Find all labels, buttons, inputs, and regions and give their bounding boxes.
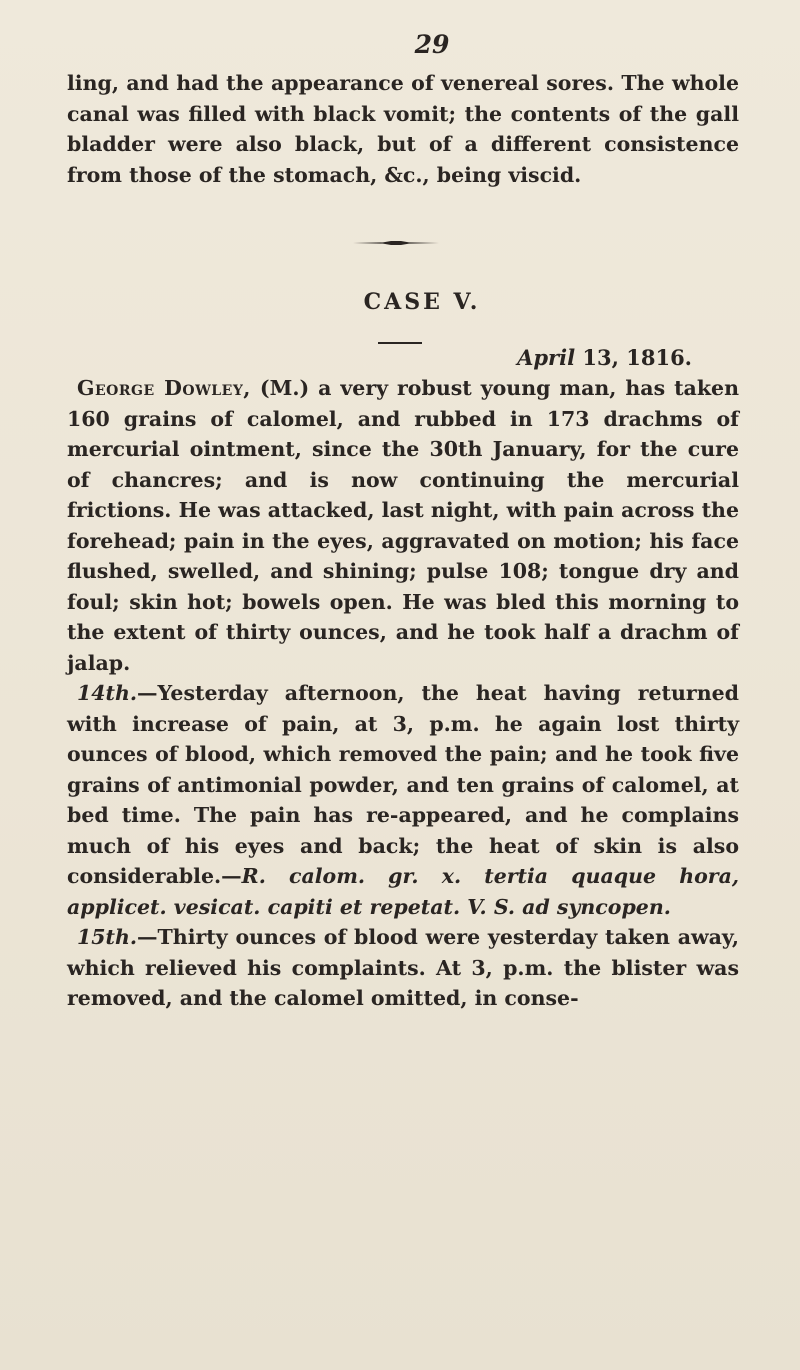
case-date-month: April bbox=[517, 345, 576, 370]
case-body bbox=[67, 373, 739, 1014]
patient-tag: (M.) bbox=[259, 376, 310, 400]
case-paragraph-3 bbox=[67, 922, 739, 1014]
paragraph-3-text: —Thirty ounces of blood were yesterday taken away, which relieved his complaints. At 3, p.m. the blister was removed, and the calomel omitted, in conse- bbox=[67, 925, 739, 1010]
title-rule bbox=[378, 342, 422, 344]
paragraph-3-day: 15th. bbox=[77, 925, 138, 949]
paragraph-2-prescription: R. calom. gr. x. tertia quaque hora, applicet. vesicat. capiti et repetat. V. S. ad syncopen. bbox=[67, 864, 739, 919]
case-date bbox=[517, 345, 692, 370]
paragraph-2-text: —Yesterday afternoon, the heat having returned with increase of pain, at 3, p.m. he again lost thirty ounces of blood, which removed the pain; and he took five grains of antimonial powder, and ten grains of calomel, at bed time. The pain has re-appeared, and he complains much of his eyes and back; the heat of skin is also considerable.— bbox=[67, 681, 739, 888]
paragraph-1-text: a very robust young man, has taken 160 grains of calomel, and rubbed in 173 drachms of mercurial ointment, since the 30th January, for the cure of chancres; and is now continuing the mercurial frictions. He was attacked, last night, with pain across the forehead; pain in the eyes, aggravated on motion; his face flushed, swelled, and shining; pulse 108; tongue dry and foul; skin hot; bowels open. He was bled this morning to the extent of thirty ounces, and he took half a drachm of jalap. bbox=[67, 376, 739, 675]
case-paragraph-1 bbox=[67, 373, 739, 678]
intro-paragraph bbox=[67, 68, 739, 190]
ornament-divider-icon bbox=[353, 240, 439, 246]
case-title: CASE V. bbox=[363, 289, 481, 315]
paragraph-2-day: 14th. bbox=[77, 681, 138, 705]
patient-name: George Dowley, bbox=[77, 376, 251, 400]
case-date-rest: 13, 1816. bbox=[582, 345, 692, 370]
page-number: 29 bbox=[414, 30, 450, 59]
case-paragraph-2 bbox=[67, 678, 739, 922]
intro-text: ling, and had the appearance of venereal sores. The whole canal was filled with black vomit; the contents of the gall bladder were also black, but of a different consistence from those of the stomach, &c., being viscid. bbox=[67, 71, 739, 187]
